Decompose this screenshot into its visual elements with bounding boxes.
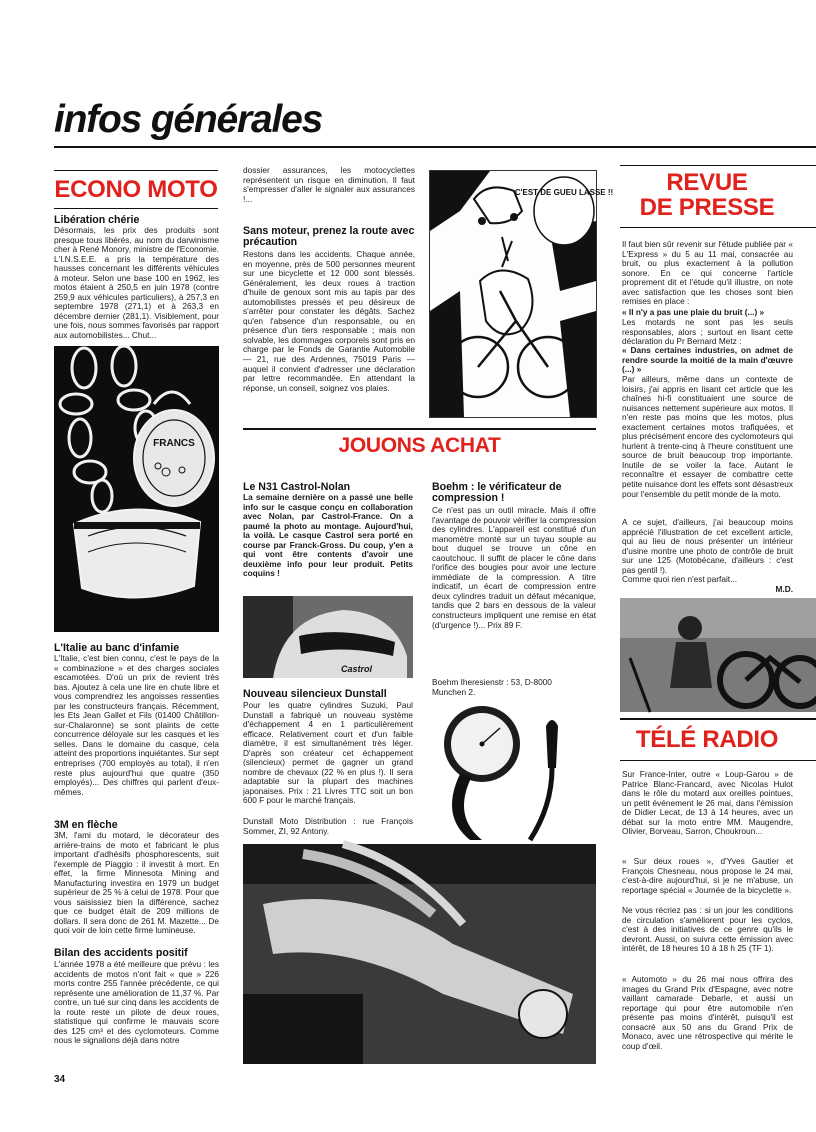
revue-body-5: Comme quoi rien n'est parfait... [622, 574, 738, 584]
page-number: 34 [54, 1074, 66, 1085]
helmet-logo-text: Castrol [341, 664, 373, 674]
revue-rule-bottom [620, 227, 816, 228]
header-rule [54, 146, 816, 148]
revue-signature: M.D. [775, 584, 793, 594]
jouons-rule [243, 428, 596, 430]
article-body: Restons dans les accidents. Chaque année, en moyenne, près de 500 personnes meurent sur une bicyclette et 12 000 sont blessés. Généralement, les deux roues à traction d'huile de genoux sont mis au tapis par des automobilistes pressés et peu désireux de s'arrêter pour constater les dégâts. Sachez qu'en l'absence d'un responsable, ou en présence d'un tiers responsable ; mais non solvable, les dommages corporels sont pris en charge par le Fonds de Garantie Automobile — 21, rue des Ardennes, 75019 Paris — auquel il convient d'adresser une déclaration par lettre recommandée. En attendant la réponse, un conseil, soignez vos plaies. [243, 249, 415, 393]
revue-quote-1: « Il n'y a pas une plaie du bruit (...) » [622, 307, 765, 317]
article-body: Ce n'est pas un outil miracle. Mais il offre l'avantage de pouvoir vérifier la compression des cylindres. L'appareil est constitué d'un manomètre monté sur un tuyau souple au bout duquel se trouve un cône en caoutchouc. Il suffit de placer le cône dans l'orifice des bougies pour avoir une lecture immédiate de la compression. A titre indicatif, un écart de compression entre deux cylindres traduit un défaut mécanique, tandis que 2 bars en dessous de la valeur constructeurs impliquent une remise en état (d'urgence !)... Prix 89 F. [432, 505, 596, 630]
gauge-photo [430, 706, 596, 840]
revue-quote-2: « Dans certaines industries, on admet de rendre sourde la moitié de la main d'œuvre (...) » [622, 345, 793, 375]
tele-radio-title: TÉLÉ RADIO [635, 726, 779, 753]
article-title: Le N31 Castrol-Nolan [243, 481, 351, 493]
article-body: L'Italie, c'est bien connu, c'est le pays de la « combinazione » et des charges sociales escamotées. D'où un prix de revient très bas. Ajoutez à cela une lire en chute libre et vous comprendrez les angoisses ressenties par les constructeurs français. Récemment, les Ets Jean Gallet et Fils (01400 Châtillon-sur-Chalaronne) se sont plaints de cette concurrence déloyale sur les casques et les selles. Dans le domaine du casque, cela atteint des proportions inquiétantes. Sur sept entreprises (700 employés au total), il n'en reste plus aujourd'hui que quatre (350 employés)... Des chiffres qui parlent d'eux-mêmes. [54, 653, 219, 797]
padlock-label: FRANCS [153, 438, 195, 449]
jouons-achat-title: JOUONS ACHAT [338, 434, 501, 457]
gauge-drawing [430, 706, 596, 840]
revue-de-presse-title [620, 170, 794, 220]
exhaust-drawing [243, 844, 596, 1064]
revue-body-3: Par ailleurs, même dans un contexte de loisirs, j'ai appris en lisant cet article que les chaînes hi-fi constituaient une source de nuisances nettement supérieure aux motos. Il n'en reste pas moins que les motos, plus exactement certaines motos trafiquées, et plus précisément encore des cyclomoteurs qui hurlent à trente-cinq à l'heure constituent une source de bruit beaucoup trop importante. Inutile de se voiler la face. Autant le reconnaître et essayer de combattre cette petite nuisance dont les effets sont désastreux pour l'ensemble du petit monde de la moto. [622, 374, 793, 499]
article-title: Sans moteur, prenez la route avec précaution [243, 225, 415, 248]
padlock-illustration [54, 346, 219, 632]
helmet-drawing [243, 596, 413, 678]
tele-rule-bottom [620, 760, 816, 761]
distributor-line: Dunstall Moto Distribution : rue François Sommer, ZI, 92 Antony. [243, 816, 413, 836]
padlock-drawing [54, 346, 219, 632]
noise-test-drawing [620, 598, 816, 712]
article-body: 3M, l'ami du motard, le décorateur des arrière-trains de moto et fabricant le plus important d'adhésifs phosphorescents, suit l'exemple de Piaggio : il investit à mort. En effet, la firme Minnesota Mining and Manufacturing investira en 1979 un budget supérieur de 25 % à celui de 1978. Pour que vous saisissiez bien la différence, sachez que ce budget était de 209 millions de dollars. Il sera donc de 261 M. Mazette... De quoi voir de loin cette firme lumineuse. [54, 830, 219, 936]
revue-title-line-1: REVUE [666, 169, 748, 196]
speech-bubble-text: C'EST DE GUEU LASSE !! [514, 188, 614, 197]
exhaust-photo [243, 844, 596, 1064]
revue-body-2: Les motards ne sont pas les seuls responsables, alors ; surtout en lisant cette déclaration du Pr Bernard Metz : [622, 317, 793, 347]
tele-body: Sur France-Inter, outre « Loup-Garou » de Patrice Blanc-Francard, avec Nicolas Hulot dans le rôle du motard aux oreilles pointues, un petit événement le 26 mai, dans l'émission de Didier Lecat, de 13 à 14 heures, avec un débat sur la moto entre MM. Maugendre, Olivier, Borveau, Sarron, Choukroun... [622, 769, 793, 837]
revue-body-4: A ce sujet, d'ailleurs, j'ai beaucoup moins apprécié l'illustration de cet excellent article, qui au lieu de nous présenter un intérieur d'usine montre une photo de contrôle de bruit sur une 125 (Motobécane, d'ailleurs : c'est pas gentil !). [622, 517, 793, 575]
revue-body-1: Il faut bien sûr revenir sur l'étude publiée par « L'Express » du 5 au 11 mai, consacrée au bruit, ou plus exactement à la pollution sonore. En ce qui concerne l'article proprement dit et l'étude qu'il illustre, on note avec satisfaction que les choses sont bien remises en place : [622, 239, 793, 307]
article-title: Libération chérie [54, 214, 140, 226]
cartoon-drawing [430, 171, 614, 417]
address-line: Boehm Iheresienstr : 53, D-8000 [432, 677, 552, 687]
noise-test-photo [620, 598, 816, 712]
article-body: La semaine dernière on a passé une belle info sur le casque conçu en collaboration avec Nolan, par Castrol-France. On a paumé la photo au montage. Aujourd'hui, la voilà. Le casque Castrol sera porté en course par Franck-Gross. Du coup, y'en a qui vont être contents d'avoir une deuxième info pour leur produit. Petits coquins ! [243, 492, 413, 579]
article-title: Nouveau silencieux Dunstall [243, 688, 387, 700]
article-body: Pour les quatre cylindres Suzuki, Paul Dunstall a fabriqué un nouveau système d'échappement 4 en 1 particulièrement efficace. Relativement court et d'un faible diamètre, il est simultanément très léger. D'après son créateur cet échappement (silencieux) permet de gagner un grand nombre de chevaux (22 % en plus !). Il sera adaptable sur la plupart des machines japonaises. Prix : 21 Livres TTC soit un bon 600 F pour le marché français. [243, 700, 413, 806]
article-title: 3M en flèche [54, 819, 118, 831]
econo-rule-top [54, 170, 218, 171]
cartoon-illustration [429, 170, 614, 418]
econo-moto-title: ECONO MOTO [54, 176, 218, 203]
tele-body-4: « Automoto » du 26 mai nous offrira des images du Grand Prix d'Espagne, avec notre vaillant camarade Debarle, et aussi un reportage qui pour être automobile n'en présente pas moins d'intérêt, puisqu'il est consacré aux 50 ans du Grand Prix de Monaco, avec une rétrospective qui mérite le coup d'œil. [622, 974, 793, 1051]
article-body: Désormais, les prix des produits sont presque tous libérés, au nom du darwinisme cher à René Monory, ministre de l'Economie. L'I.N.S.E.E. a pris la température des hausses concernant les différents véhicules à moteur. Selon une base 100 en 1962, les motos étaient à 250,5 en juin 1978 (contre 259,9 aux véhicules particuliers), à 257,3 en septembre 1978 (271,1) et à 263,3 en décembre dernier (281,1). Visiblement, pour une fois, nous sommes favorisés par rapport aux automobilistes... Chut... [54, 225, 219, 341]
page-title: infos générales [54, 98, 323, 141]
tele-body-2: « Sur deux roues », d'Yves Gautier et François Chesneau, nous propose le 24 mai, c'est-à-dire aujourd'hui, si je ne m'abuse, un reportage spécial « Journée de la bicyclette ». [622, 856, 793, 895]
continued-text: dossier assurances, les motocyclettes représentent un risque en diminution. Il faut s'empresser d'aller le signaler aux assurances !... [243, 165, 415, 204]
econo-rule-bottom [54, 208, 218, 209]
article-body: L'année 1978 a été meilleure que prévu : les accidents de motos n'ont fait « que » 226 morts contre 255 l'année précédente, ce qui représente une amélioration de 11,37 %. Par contre, un tué sur cinq dans les accidents de la route reste un pilote de deux roues, statistique qui confirme le mauvais score des 125 cm³ et des cyclomoteurs. Comme nous le signalions déjà dans notre [54, 959, 219, 1046]
address-line: Munchen 2. [432, 687, 476, 697]
article-title: L'Italie au banc d'infamie [54, 642, 180, 654]
article-title: Boehm : le vérificateur de compression ! [432, 481, 562, 504]
article-title: Bilan des accidents positif [54, 947, 188, 959]
revue-title-line-2: DE PRESSE [639, 194, 775, 221]
helmet-photo [243, 596, 413, 678]
revue-rule-top [620, 165, 816, 166]
tele-rule-top [620, 718, 816, 720]
tele-body-3: Ne vous récriez pas : si un jour les conditions de circulation s'améliorent pour les cyclos, c'est à des initiatives de ce genre qu'ils le devront. Aussi, on suivra cette émission avec intérêt, de 18 heures 10 à 18 h 25 (TF 1). [622, 905, 793, 954]
